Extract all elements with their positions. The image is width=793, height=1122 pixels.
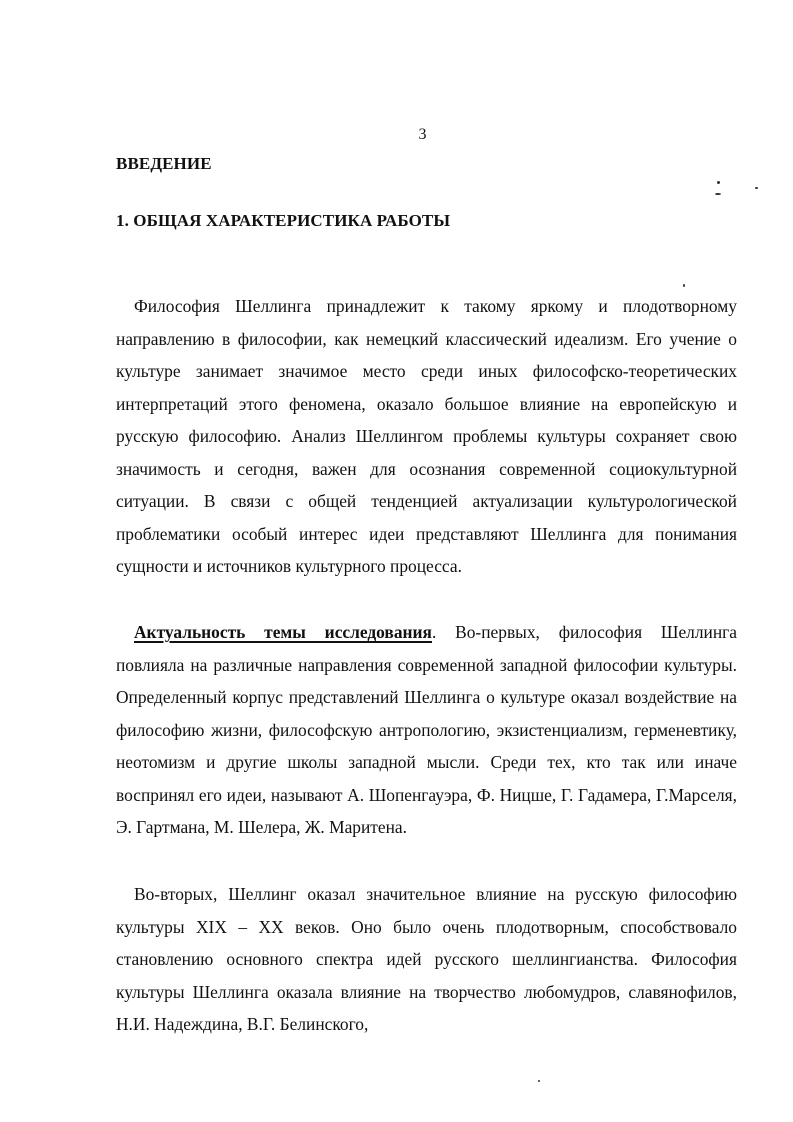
paragraph-russian-influence: [116, 878, 737, 1041]
page-number: 3: [418, 126, 427, 143]
scan-speck: [683, 284, 685, 287]
paragraph-2-text: . Во-первых, философия Шеллинга повлияла на различные направления современной западной философии культуры. Определенный корпус представлений Шеллинга о культуре оказал воздействие на философию жизни, философскую антропологию, экзистенциализм, герменевтику, неотомизм и другие школы западной мысли. Среди тех, кто так или иначе воспринял его идеи, называют А. Шопенгауэра, Ф. Ницше, Г. Гадамера, Г.Марселя, Э. Гартмана, М. Шелера, Ж. Маритена.: [116, 622, 737, 837]
paragraph-3-text: Во-вторых, Шеллинг оказал значительное влияние на русскую философию культуры XIX – XX веков. Оно было очень плодотворным, способствовало становлению основного спектра идей русского шеллингианства. Философия культуры Шеллинга оказала влияние на творчество любомудров, славянофилов, Н.И. Надеждина, В.Г. Белинского,: [116, 884, 737, 1034]
heading-introduction: ВВЕДЕНИЕ: [116, 154, 212, 173]
scan-speck: [717, 181, 720, 184]
paragraph-relevance: [116, 616, 737, 844]
heading-section-1: 1. ОБЩАЯ ХАРАКТЕРИСТИКА РАБОТЫ: [116, 211, 451, 230]
relevance-term: Актуальность темы исследования: [134, 622, 432, 642]
paragraph-1-text: Философия Шеллинга принадлежит к такому яркому и плодотворному направлению в философии, как немецкий классический идеализм. Его учение о культуре занимает значимое место среди иных философско-теоретических интерпретаций этого феномена, оказало большое влияние на европейскую и русскую философию. Анализ Шеллингом проблемы культуры сохраняет свою значимость и сегодня, важен для осознания современной социокультурной ситуации. В связи с общей тенденцией актуализации культурологической проблематики особый интерес идеи представляют Шеллинга для понимания сущности и источников культурного процесса.: [116, 296, 737, 576]
scan-speck: [715, 193, 721, 195]
scan-speck: [755, 187, 758, 189]
paragraph-philosophy: [116, 290, 737, 583]
scan-speck: [538, 1080, 540, 1082]
